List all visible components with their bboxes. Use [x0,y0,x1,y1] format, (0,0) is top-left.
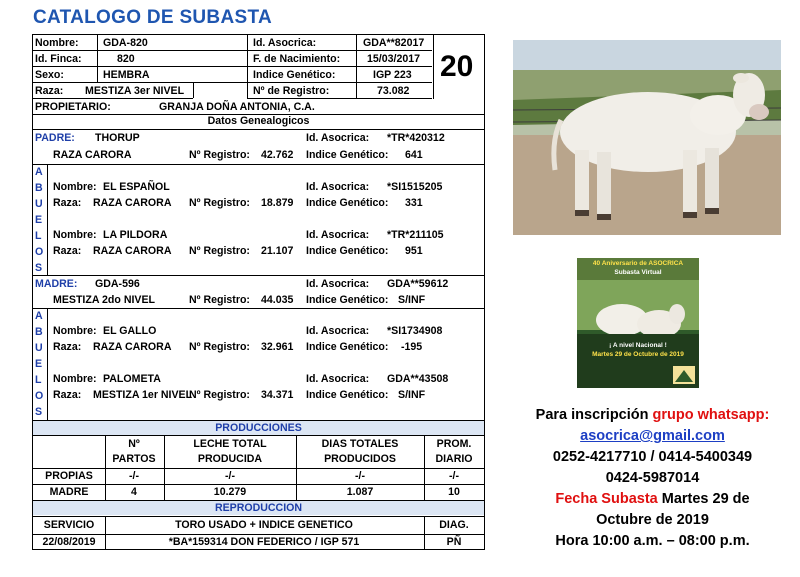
madre-gen: S/INF [398,294,426,306]
abuelo-name: EL ESPAÑOL [103,181,170,193]
abuelo-asocrica: *SI1515205 [387,181,443,193]
abuelo-breed-label: Raza: [53,197,82,209]
table-cell: 10 [448,486,460,498]
leche-header-2: PRODUCIDA [197,453,263,465]
madre-name: GDA-596 [95,278,140,290]
abuelo-breed: RAZA CARORA [93,197,172,209]
abuelo-m-gen: -195 [401,341,423,353]
nacimiento-label: F. de Nacimiento: [253,53,341,65]
servicio-date: 22/08/2019 [42,536,96,548]
abuelo-m-reg: 32.961 [261,341,294,353]
finca-label: Id. Finca: [35,53,82,65]
abuelos-letter: E [35,358,43,370]
abuelos-letter: L [35,230,42,242]
abuela-reg-label: Nº Registro: [189,245,250,257]
contact-inscripcion [505,405,800,426]
abuelos-letter: A [35,310,43,322]
prom-header-2: DIARIO [435,453,473,465]
whatsapp-text: grupo whatsapp: [652,407,770,423]
abuela-m-gen: S/INF [398,389,426,401]
abuelo-gen: 331 [405,197,423,209]
reproduccion-heading: REPRODUCCION [214,502,303,514]
abuelos-letter: U [35,198,43,210]
fecha-value: Martes 29 de [661,491,750,507]
abuelo-gen-label: Indice Genético: [306,197,389,209]
propietario-value: GRANJA DOÑA ANTONIA, C.A. [159,101,315,113]
dias-header-2: PRODUCIDOS [324,453,396,465]
abuelos-letter: B [35,326,43,338]
abuelo-asocrica-label: Id. Asocrica: [306,181,370,193]
padre-gen: 641 [405,149,423,161]
registro-value: 73.082 [377,85,410,97]
abuelos-letter: U [35,342,43,354]
madre-reg: 44.035 [261,294,294,306]
diag-value: PÑ [446,536,462,548]
padre-reg: 42.762 [261,149,294,161]
diag-header: DIAG. [439,519,469,531]
abuelo-name-label: Nombre: [53,181,97,193]
abuelo-m-reg-label: Nº Registro: [189,341,250,353]
nombre-label: Nombre: [35,37,79,49]
contact-phone2: 0424-5987014 [605,470,700,486]
nacimiento-value: 15/03/2017 [367,53,421,65]
abuelos-letter: E [35,214,43,226]
abuelos-letter: L [35,374,42,386]
madre-reg-label: Nº Registro: [189,294,250,306]
propietario-label: PROPIETARIO: [35,101,111,113]
dias-header: DIAS TOTALES [321,438,399,450]
prom-header: PROM. [436,438,472,450]
partos-header-2: PARTOS [112,453,156,465]
toro-value: *BA*159314 DON FEDERICO / IGP 571 [168,536,360,548]
registro-label: Nº de Registro: [253,85,330,97]
abuelos-letter: S [35,406,43,418]
abuelo-reg: 18.879 [261,197,294,209]
madre-label: MADRE: [35,278,78,290]
madre-gen-label: Indice Genético: [306,294,389,306]
abuelo-m-breed-label: Raza: [53,341,82,353]
table-cell: -/- [355,470,365,482]
abuela-reg: 21.107 [261,245,294,257]
abuela-m-asocrica: GDA**43508 [387,373,449,385]
table-cell: MADRE [49,486,89,498]
abuela-name: LA PILDORA [103,229,168,241]
abuelo-m-gen-label: Indice Genético: [306,341,389,353]
abuela-m-gen-label: Indice Genético: [306,389,389,401]
inscripcion-text: Para inscripción [535,407,649,423]
poster-date: Martes 29 de Octubre de 2019 [592,351,684,358]
fecha-value-2: Octubre de 2019 [596,512,709,528]
email-link[interactable]: asocrica@gmail.com [580,428,725,444]
abuelo-m-name-label: Nombre: [53,325,97,337]
producciones-heading: PRODUCCIONES [215,422,302,434]
fecha-label: Fecha Subasta [555,491,658,507]
abuela-m-reg: 34.371 [261,389,294,401]
madre-asocrica-label: Id. Asocrica: [306,278,370,290]
abuela-asocrica: *TR*211105 [387,229,444,241]
padre-name: THORUP [95,132,140,144]
nombre-value: GDA-820 [103,37,148,49]
abuelos-letter: B [35,182,43,194]
genealogy-heading: Datos Genealogicos [207,115,310,127]
abuelo-m-name: EL GALLO [103,325,157,337]
servicio-header: SERVICIO [43,519,95,531]
abuela-asocrica-label: Id. Asocrica: [306,229,370,241]
abuelo-m-breed: RAZA CARORA [93,341,172,353]
sexo-label: Sexo: [35,69,64,81]
abuela-m-breed-label: Raza: [53,389,82,401]
poster-nacional: ¡ A nivel Nacional ! [609,342,667,349]
table-cell: 4 [131,486,137,498]
padre-label: PADRE: [35,132,75,144]
contact-email-row [505,426,800,447]
abuelos-letter: A [35,166,43,178]
abuela-breed-label: Raza: [53,245,82,257]
toro-header: TORO USADO + INDICE GENETICO [175,519,353,531]
padre-breed: RAZA CARORA [53,149,132,161]
asocrica-value: GDA**82017 [363,37,425,49]
genetico-value: IGP 223 [373,69,412,81]
hora-text: Hora 10:00 a.m. – 08:00 p.m. [555,533,750,549]
table-cell: -/- [449,470,459,482]
abuelos-letter: O [35,246,44,258]
raza-value: MESTIZA 3er NIVEL [85,85,185,97]
table-cell: -/- [225,470,235,482]
fecha-row [505,489,800,510]
abuelo-m-asocrica: *SI1734908 [387,325,443,337]
madre-asocrica: GDA**59612 [387,278,449,290]
leche-header: LECHE TOTAL [193,438,267,450]
auction-poster [577,258,699,388]
finca-value: 820 [117,53,135,65]
abuela-m-reg-label: Nº Registro: [189,389,250,401]
abuela-gen-label: Indice Genético: [306,245,389,257]
padre-asocrica: *TR*420312 [387,132,445,144]
asocrica-label: Id. Asocrica: [253,37,317,49]
padre-reg-label: Nº Registro: [189,149,250,161]
abuelos-letter: S [35,262,43,274]
partos-header: Nº [128,438,140,450]
abuela-name-label: Nombre: [53,229,97,241]
genetico-label: Indice Genético: [253,69,336,81]
cow-photo [513,40,781,235]
abuela-m-asocrica-label: Id. Asocrica: [306,373,370,385]
abuela-gen: 951 [405,245,423,257]
abuelo-m-asocrica-label: Id. Asocrica: [306,325,370,337]
abuela-m-breed: MESTIZA 1er NIVEL [93,389,193,401]
abuela-breed: RAZA CARORA [93,245,172,257]
sexo-value: HEMBRA [103,69,150,81]
table-cell: -/- [129,470,139,482]
raza-label: Raza: [35,85,64,97]
catalog-title: CATALOGO DE SUBASTA [33,7,272,28]
padre-gen-label: Indice Genético: [306,149,389,161]
poster-title: 40 Aniversario de ASOCRICA [592,260,684,267]
contact-phones: 0252-4217710 / 0414-5400349 [552,449,753,465]
abuelos-letter: O [35,390,44,402]
lot-number: 20 [440,50,474,83]
table-cell: 10.279 [213,486,247,498]
abuela-m-name-label: Nombre: [53,373,97,385]
catalog-sheet [32,34,485,550]
padre-asocrica-label: Id. Asocrica: [306,132,370,144]
madre-breed: MESTIZA 2do NIVEL [53,294,156,306]
table-cell: 1.087 [346,486,374,498]
table-cell: PROPIAS [45,470,93,482]
poster-subtitle: Subasta Virtual [614,269,662,276]
abuela-m-name: PALOMETA [103,373,161,385]
abuelo-reg-label: Nº Registro: [189,197,250,209]
